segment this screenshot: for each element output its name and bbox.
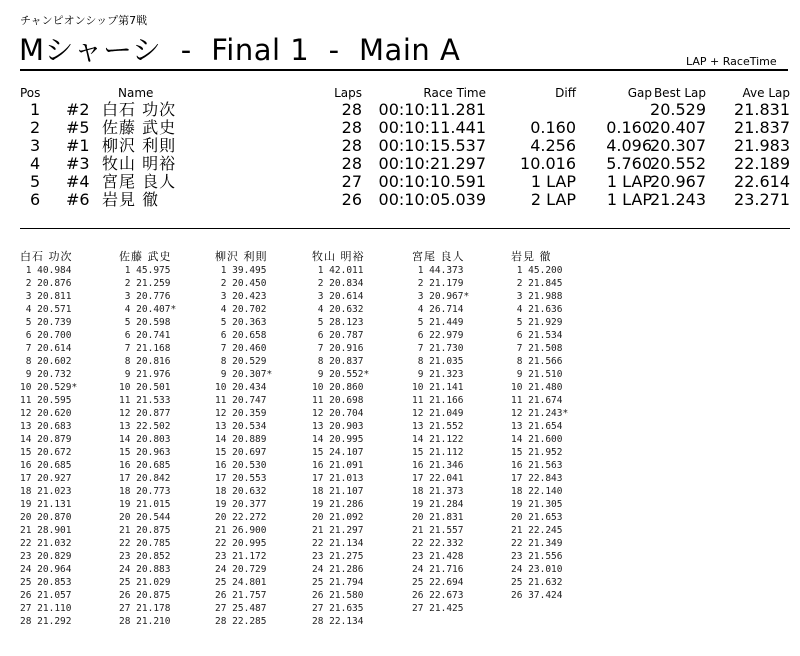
lap-entry: 25 21.632 (511, 577, 563, 588)
lap-column (20, 250, 120, 628)
lap-entry: 24 20.964 (20, 564, 72, 575)
result-pos: 4 (30, 154, 41, 173)
lap-entry: 3 20.423 (215, 291, 267, 302)
lap-entry: 15 20.697 (215, 447, 267, 458)
result-gap: 1 LAP (606, 190, 652, 209)
lap-entry: 2 21.179 (412, 278, 464, 289)
result-ave-lap: 21.837 (734, 118, 790, 137)
lap-entry: 4 20.702 (215, 304, 267, 315)
result-ave-lap: 23.271 (734, 190, 790, 209)
lap-entry: 27 21.425 (412, 603, 464, 614)
lap-entry: 21 21.297 (312, 525, 364, 536)
lap-entry: 17 21.013 (312, 473, 364, 484)
lap-column-driver: 佐藤 武史 (119, 250, 172, 263)
header-best-lap: Best Lap (653, 86, 706, 100)
result-best-lap: 20.529 (650, 100, 706, 119)
result-best-lap: 21.243 (650, 190, 706, 209)
lap-column (511, 250, 611, 602)
result-driver-name: 宮尾 良人 (102, 172, 177, 191)
lap-entry: 10 20.501 (119, 382, 171, 393)
lap-entry: 17 20.842 (119, 473, 171, 484)
lap-entry: 4 20.632 (312, 304, 364, 315)
lap-entry: 26 37.424 (511, 590, 563, 601)
result-laps: 26 (341, 190, 362, 209)
lap-entry: 2 20.450 (215, 278, 267, 289)
lap-entry: 7 21.508 (511, 343, 563, 354)
lap-entry: 8 20.529 (215, 356, 267, 367)
result-gap: 4.096 (606, 136, 652, 155)
lap-entry: 16 21.563 (511, 460, 563, 471)
lap-entry: 24 20.729 (215, 564, 267, 575)
lap-entry: 15 20.672 (20, 447, 72, 458)
lap-entry: 27 21.635 (312, 603, 364, 614)
lap-entry: 14 20.803 (119, 434, 171, 445)
result-car-number: #2 (66, 100, 90, 119)
lap-entry: 21 28.901 (20, 525, 72, 536)
lap-entry: 26 21.580 (312, 590, 364, 601)
result-best-lap: 20.552 (650, 154, 706, 173)
lap-entry: 18 22.140 (511, 486, 563, 497)
lap-entry: 6 21.534 (511, 330, 563, 341)
lap-entry: 18 20.632 (215, 486, 267, 497)
lap-entry: 13 20.903 (312, 421, 364, 432)
lap-entry: 1 44.373 (412, 265, 464, 276)
lap-entry: 8 20.602 (20, 356, 72, 367)
lap-entry: 19 21.284 (412, 499, 464, 510)
lap-entry: 13 21.552 (412, 421, 464, 432)
lap-entry: 12 20.704 (312, 408, 364, 419)
lap-entry: 17 22.041 (412, 473, 464, 484)
lap-entry: 9 20.732 (20, 369, 72, 380)
lap-entry: 2 21.845 (511, 278, 563, 289)
result-driver-name: 柳沢 利則 (102, 136, 177, 155)
lap-entry: 12 21.049 (412, 408, 464, 419)
lap-column-driver: 柳沢 利則 (215, 250, 268, 263)
result-gap: 0.160 (606, 118, 652, 137)
lap-entry: 16 21.091 (312, 460, 364, 471)
lap-entry: 19 20.377 (215, 499, 267, 510)
lap-entry: 28 21.210 (119, 616, 171, 627)
lap-entry: 18 21.023 (20, 486, 72, 497)
lap-entry: 11 20.747 (215, 395, 267, 406)
lap-entry: 4 20.571 (20, 304, 72, 315)
result-row (20, 155, 790, 173)
lap-entry: 13 21.654 (511, 421, 563, 432)
lap-entry: 20 20.544 (119, 512, 171, 523)
lap-entry: 23 20.852 (119, 551, 171, 562)
lap-entry: 3 20.967* (412, 291, 470, 302)
lap-entry: 13 22.502 (119, 421, 171, 432)
lap-entry: 8 20.816 (119, 356, 171, 367)
lap-entry: 17 20.553 (215, 473, 267, 484)
lap-entry: 25 20.853 (20, 577, 72, 588)
lap-entry: 24 23.010 (511, 564, 563, 575)
lap-entry: 23 21.275 (312, 551, 364, 562)
lap-entry: 20 21.092 (312, 512, 364, 523)
lap-entry: 27 25.487 (215, 603, 267, 614)
lap-entry: 18 21.107 (312, 486, 364, 497)
lap-entry: 22 20.995 (215, 538, 267, 549)
lap-entry: 15 21.952 (511, 447, 563, 458)
lap-entry: 25 21.794 (312, 577, 364, 588)
lap-entry: 19 21.286 (312, 499, 364, 510)
lap-entry: 4 26.714 (412, 304, 464, 315)
page-title: Mシャーシ - Final 1 - Main A (19, 33, 461, 67)
lap-entry: 20 21.831 (412, 512, 464, 523)
lap-entry: 3 20.811 (20, 291, 72, 302)
lap-entry: 7 20.460 (215, 343, 267, 354)
lap-entry: 28 22.285 (215, 616, 267, 627)
lap-entry: 22 21.349 (511, 538, 563, 549)
lap-entry: 7 20.916 (312, 343, 364, 354)
lap-entry: 11 20.595 (20, 395, 72, 406)
lap-entry: 9 21.323 (412, 369, 464, 380)
header-laps: Laps (334, 86, 362, 100)
lap-entry: 5 28.123 (312, 317, 364, 328)
lap-entry: 15 21.112 (412, 447, 464, 458)
lap-entry: 12 21.243* (511, 408, 569, 419)
result-pos: 6 (30, 190, 41, 209)
result-driver-name: 佐藤 武史 (102, 118, 177, 137)
result-row (20, 191, 790, 209)
lap-entry: 5 20.739 (20, 317, 72, 328)
lap-column (312, 250, 412, 628)
lap-entry: 17 22.843 (511, 473, 563, 484)
lap-column-driver: 白石 功次 (20, 250, 73, 263)
result-diff: 1 LAP (530, 172, 576, 191)
result-gap: 1 LAP (606, 172, 652, 191)
lap-entry: 11 21.166 (412, 395, 464, 406)
lap-entry: 1 42.011 (312, 265, 364, 276)
result-laps: 28 (341, 154, 362, 173)
lap-entry: 2 21.259 (119, 278, 171, 289)
result-pos: 1 (30, 100, 41, 119)
result-driver-name: 牧山 明裕 (102, 154, 177, 173)
lap-entry: 1 40.984 (20, 265, 72, 276)
result-race-time: 00:10:11.441 (378, 118, 486, 137)
result-diff: 0.160 (530, 118, 576, 137)
lap-entry: 13 20.683 (20, 421, 72, 432)
lap-entry: 14 21.600 (511, 434, 563, 445)
lap-entry: 9 21.976 (119, 369, 171, 380)
lap-entry: 3 20.776 (119, 291, 171, 302)
result-ave-lap: 21.831 (734, 100, 790, 119)
lap-entry: 10 20.860 (312, 382, 364, 393)
lap-entry: 9 21.510 (511, 369, 563, 380)
lap-entry: 7 21.730 (412, 343, 464, 354)
result-ave-lap: 22.614 (734, 172, 790, 191)
lap-entry: 7 21.168 (119, 343, 171, 354)
lap-entry: 23 20.829 (20, 551, 72, 562)
lap-entry: 23 21.172 (215, 551, 267, 562)
lap-entry: 22 21.032 (20, 538, 72, 549)
result-car-number: #3 (66, 154, 90, 173)
lap-entry: 14 20.889 (215, 434, 267, 445)
result-driver-name: 岩見 徹 (102, 190, 160, 209)
lap-entry: 6 20.787 (312, 330, 364, 341)
lap-entry: 3 21.988 (511, 291, 563, 302)
lap-entry: 25 24.801 (215, 577, 267, 588)
lap-entry: 1 45.975 (119, 265, 171, 276)
header-ave-lap: Ave Lap (742, 86, 790, 100)
lap-entry: 8 21.035 (412, 356, 464, 367)
lap-entry: 16 20.530 (215, 460, 267, 471)
lap-entry: 23 21.556 (511, 551, 563, 562)
lap-entry: 9 20.307* (215, 369, 273, 380)
result-best-lap: 20.407 (650, 118, 706, 137)
lap-entry: 8 21.566 (511, 356, 563, 367)
result-row (20, 119, 790, 137)
lap-entry: 11 21.674 (511, 395, 563, 406)
lap-entry: 21 22.245 (511, 525, 563, 536)
lap-entry: 23 21.428 (412, 551, 464, 562)
lap-column (119, 250, 219, 628)
lap-entry: 6 20.700 (20, 330, 72, 341)
header-pos: Pos (20, 86, 41, 100)
lap-entry: 22 22.332 (412, 538, 464, 549)
lap-entry: 24 21.286 (312, 564, 364, 575)
lap-entry: 19 21.305 (511, 499, 563, 510)
result-car-number: #1 (66, 136, 90, 155)
lap-entry: 26 21.757 (215, 590, 267, 601)
result-race-time: 00:10:11.281 (378, 100, 486, 119)
lap-entry: 1 39.495 (215, 265, 267, 276)
header-diff: Diff (555, 86, 576, 100)
lap-entry: 16 20.685 (20, 460, 72, 471)
lap-entry: 22 21.134 (312, 538, 364, 549)
lap-column (215, 250, 315, 628)
lap-column-driver: 牧山 明裕 (312, 250, 365, 263)
lap-entry: 1 45.200 (511, 265, 563, 276)
lap-entry: 15 24.107 (312, 447, 364, 458)
lap-entry: 7 20.614 (20, 343, 72, 354)
result-laps: 28 (341, 136, 362, 155)
lap-entry: 28 21.292 (20, 616, 72, 627)
lap-entry: 6 20.658 (215, 330, 267, 341)
lap-entry: 18 21.373 (412, 486, 464, 497)
lap-entry: 12 20.620 (20, 408, 72, 419)
lap-entry: 19 21.131 (20, 499, 72, 510)
result-diff: 2 LAP (530, 190, 576, 209)
lap-legend: LAP + RaceTime (686, 55, 777, 68)
header-gap: Gap (627, 86, 652, 100)
lap-entry: 6 22.979 (412, 330, 464, 341)
lap-entry: 10 20.434 (215, 382, 267, 393)
lap-entry: 12 20.877 (119, 408, 171, 419)
lap-entry: 28 22.134 (312, 616, 364, 627)
lap-entry: 4 20.407* (119, 304, 177, 315)
lap-entry: 26 20.875 (119, 590, 171, 601)
lap-entry: 26 22.673 (412, 590, 464, 601)
title-divider (20, 69, 788, 71)
result-race-time: 00:10:10.591 (378, 172, 486, 191)
lap-entry: 14 20.879 (20, 434, 72, 445)
lap-entry: 24 21.716 (412, 564, 464, 575)
lap-column-driver: 岩見 徹 (511, 250, 552, 263)
lap-entry: 25 22.694 (412, 577, 464, 588)
lap-entry: 13 20.534 (215, 421, 267, 432)
result-row (20, 137, 790, 155)
lap-entry: 20 21.653 (511, 512, 563, 523)
lap-entry: 5 20.363 (215, 317, 267, 328)
lap-entry: 25 21.029 (119, 577, 171, 588)
header-name: Name (118, 86, 154, 100)
lap-entry: 21 21.557 (412, 525, 464, 536)
lap-entry: 10 21.141 (412, 382, 464, 393)
results-divider (20, 228, 790, 229)
lap-column-driver: 宮尾 良人 (412, 250, 465, 263)
result-driver-name: 白石 功次 (102, 100, 177, 119)
lap-entry: 11 20.698 (312, 395, 364, 406)
lap-entry: 9 20.552* (312, 369, 370, 380)
result-row (20, 173, 790, 191)
result-laps: 27 (341, 172, 362, 191)
lap-entry: 5 21.929 (511, 317, 563, 328)
lap-entry: 22 20.785 (119, 538, 171, 549)
result-pos: 2 (30, 118, 41, 137)
results-header-row (20, 86, 790, 101)
lap-entry: 20 22.272 (215, 512, 267, 523)
lap-entry: 27 21.110 (20, 603, 72, 614)
lap-entry: 5 20.598 (119, 317, 171, 328)
lap-column (412, 250, 512, 615)
result-car-number: #4 (66, 172, 90, 191)
result-ave-lap: 22.189 (734, 154, 790, 173)
lap-entry: 16 21.346 (412, 460, 464, 471)
result-diff: 4.256 (530, 136, 576, 155)
result-pos: 5 (30, 172, 41, 191)
lap-entry: 21 26.900 (215, 525, 267, 536)
lap-entry: 24 20.883 (119, 564, 171, 575)
lap-entry: 19 21.015 (119, 499, 171, 510)
result-race-time: 00:10:05.039 (378, 190, 486, 209)
results-table (20, 86, 790, 209)
lap-entry: 6 20.741 (119, 330, 171, 341)
lap-entry: 16 20.685 (119, 460, 171, 471)
result-pos: 3 (30, 136, 41, 155)
lap-entry: 2 20.876 (20, 278, 72, 289)
lap-entry: 5 21.449 (412, 317, 464, 328)
result-diff: 10.016 (520, 154, 576, 173)
result-laps: 28 (341, 100, 362, 119)
lap-entry: 12 20.359 (215, 408, 267, 419)
lap-entry: 4 21.636 (511, 304, 563, 315)
lap-entry: 10 20.529* (20, 382, 78, 393)
result-best-lap: 20.967 (650, 172, 706, 191)
event-caption: チャンピオンシップ第7戦 (20, 14, 148, 27)
result-best-lap: 20.307 (650, 136, 706, 155)
result-laps: 28 (341, 118, 362, 137)
lap-entry: 11 21.533 (119, 395, 171, 406)
result-gap: 5.760 (606, 154, 652, 173)
lap-entry: 27 21.178 (119, 603, 171, 614)
lap-entry: 18 20.773 (119, 486, 171, 497)
lap-entry: 14 21.122 (412, 434, 464, 445)
lap-entry: 2 20.834 (312, 278, 364, 289)
lap-entry: 20 20.870 (20, 512, 72, 523)
lap-entry: 26 21.057 (20, 590, 72, 601)
result-race-time: 00:10:21.297 (378, 154, 486, 173)
result-car-number: #6 (66, 190, 90, 209)
lap-entry: 17 20.927 (20, 473, 72, 484)
result-race-time: 00:10:15.537 (378, 136, 486, 155)
result-ave-lap: 21.983 (734, 136, 790, 155)
lap-entry: 15 20.963 (119, 447, 171, 458)
result-row (20, 101, 790, 119)
result-car-number: #5 (66, 118, 90, 137)
lap-entry: 21 20.875 (119, 525, 171, 536)
header-race-time: Race Time (423, 86, 486, 100)
lap-entry: 3 20.614 (312, 291, 364, 302)
lap-entry: 14 20.995 (312, 434, 364, 445)
lap-entry: 8 20.837 (312, 356, 364, 367)
lap-entry: 10 21.480 (511, 382, 563, 393)
